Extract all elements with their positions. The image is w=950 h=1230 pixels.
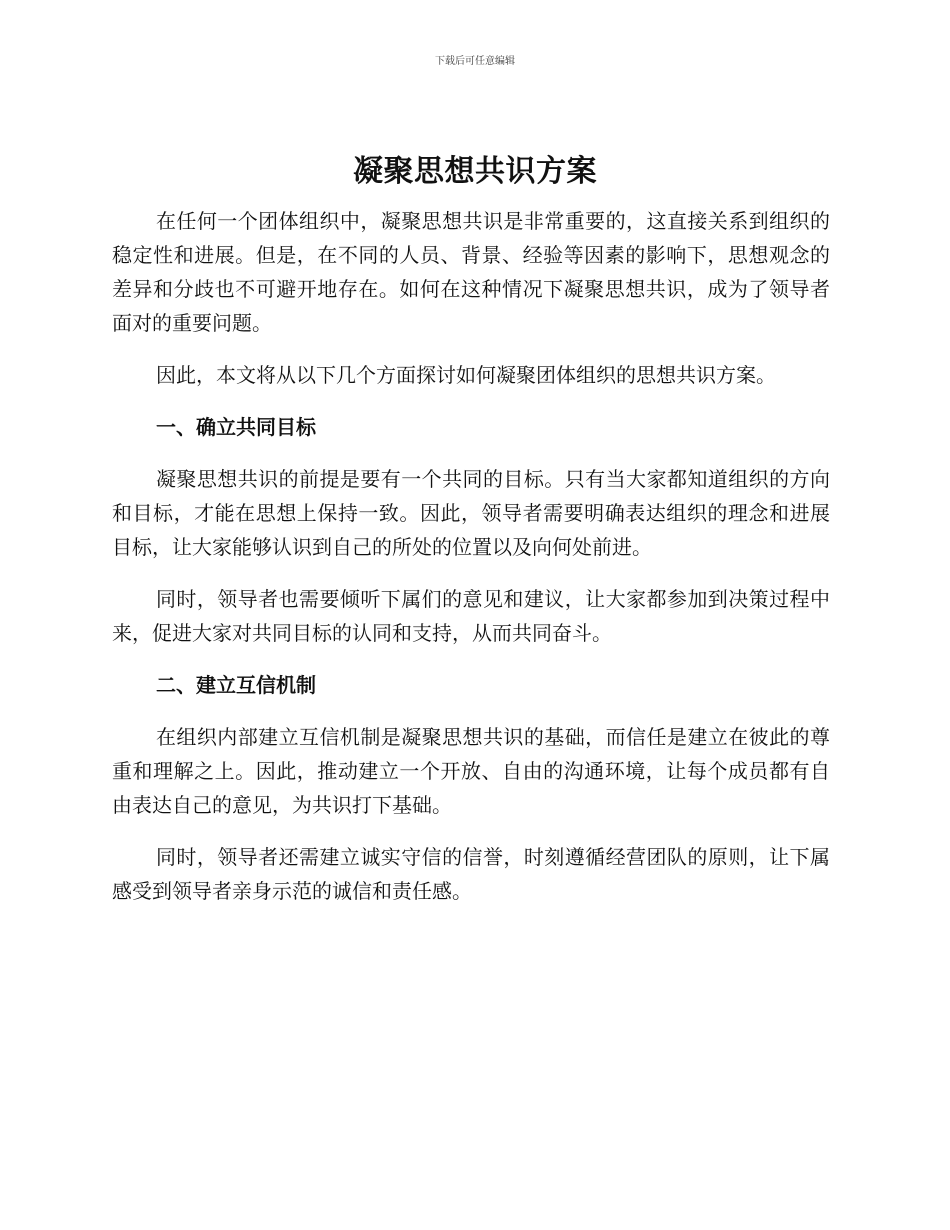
section-2-paragraph-2: 同时，领导者还需建立诚实守信的信誉，时刻遵循经营团队的原则，让下属感受到领导者亲身示范的诚信和责任感。 xyxy=(112,845,830,903)
page-header: 下载后可任意编辑 xyxy=(435,56,515,67)
section-heading-1: 一、确立共同目标 xyxy=(156,415,316,439)
section-1-paragraph-2: 同时，领导者也需要倾听下属们的意见和建议，让大家都参加到决策过程中来，促进大家对共同目标的认同和支持，从而共同奋斗。 xyxy=(112,587,830,645)
section-2-paragraph-1: 在组织内部建立互信机制是凝聚思想共识的基础，而信任是建立在彼此的尊重和理解之上。因此，推动建立一个开放、自由的沟通环境，让每个成员都有自由表达自己的意见，为共识打下基础。 xyxy=(112,725,830,817)
document-body xyxy=(112,204,830,926)
section-1-paragraph-1: 凝聚思想共识的前提是要有一个共同的目标。只有当大家都知道组织的方向和目标，才能在思想上保持一致。因此，领导者需要明确表达组织的理念和进展目标，让大家能够认识到自己的所处的位置以及向何处前进。 xyxy=(112,467,830,559)
intro-paragraph-2: 因此，本文将从以下几个方面探讨如何凝聚团体组织的思想共识方案。 xyxy=(156,363,776,387)
section-heading-2: 二、建立互信机制 xyxy=(156,673,316,697)
intro-paragraph-1: 在任何一个团体组织中，凝聚思想共识是非常重要的，这直接关系到组织的稳定性和进展。但是，在不同的人员、背景、经验等因素的影响下，思想观念的差异和分歧也不可避开地存在。如何在这种情况下凝聚思想共识，成为了领导者面对的重要问题。 xyxy=(112,209,830,335)
document-title: 凝聚思想共识方案 xyxy=(353,154,597,189)
